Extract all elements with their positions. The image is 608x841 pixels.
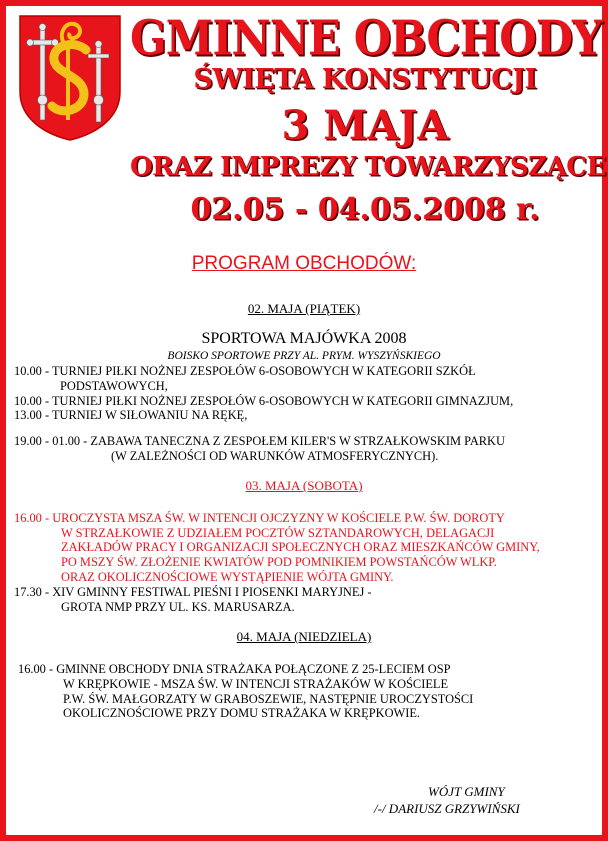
heading-line-2: ŚWIĘTA KONSTYTUCJI: [193, 64, 537, 95]
day3-line: W KRĘPKOWIE - MSZA ŚW. W INTENCJI STRAŻAKÓW W KOŚCIELE: [63, 677, 449, 691]
program-title: PROGRAM OBCHODÓW:: [191, 253, 417, 274]
heading-dates: 02.05 - 04.05.2008 r.: [190, 192, 540, 227]
day3-line: P.W. ŚW. MAŁGORZATY W GRABOSZEWIE, NASTĘPNIE UROCZYSTOŚCI: [63, 692, 474, 706]
signature-title: WÓJT GMINY: [428, 784, 505, 799]
day1-venue: BOISKO SPORTOWE PRZY AL. PRYM. WYSZYŃSKIEGO: [167, 350, 441, 362]
heading-line-4: ORAZ IMPREZY TOWARZYSZĄCE: [130, 152, 606, 182]
day2-heading: 03. MAJA (SOBOTA): [245, 478, 363, 493]
day2-line: ZAKŁADÓW PRACY I ORGANIZACJI SPOŁECZNYCH ORAZ MIESZKAŃCÓW GMINY,: [61, 540, 540, 554]
signature-name: /-/ DARIUSZ GRZYWIŃSKI: [374, 801, 520, 816]
day2-line: 17.30 - XIV GMINNY FESTIWAL PIEŚNI I PIOSENKI MARYJNEJ -: [14, 585, 372, 599]
day1-line: PODSTAWOWYCH,: [60, 379, 168, 393]
day1-line: 19.00 - 01.00 - ZABAWA TANECZNA Z ZESPOŁEM KILER'S W STRZAŁKOWSKIM PARKU: [14, 434, 505, 448]
day1-line: 13.00 - TURNIEJ W SIŁOWANIU NA RĘKĘ,: [14, 408, 248, 422]
heading-line-1: GMINNE OBCHODY: [130, 11, 602, 67]
day3-line: 16.00 - GMINNE OBCHODY DNIA STRAŻAKA POŁĄCZONE Z 25-LECIEM OSP: [18, 662, 451, 676]
day1-line: 10.00 - TURNIEJ PIŁKI NOŻNEJ ZESPOŁÓW 6-OSOBOWYCH W KATEGORII SZKÓŁ: [14, 364, 476, 378]
day2-line: PO MSZY ŚW. ZŁOŻENIE KWIATÓW POD POMNIKIEM POWSTAŃCÓW WLKP.: [61, 555, 497, 569]
day3-heading: 04. MAJA (NIEDZIELA): [236, 629, 372, 644]
day1-event-title: SPORTOWA MAJÓWKA 2008: [201, 330, 407, 347]
day2-line: GROTA NMP PRZY UL. KS. MARUSARZA.: [61, 600, 295, 614]
day2-line: ORAZ OKOLICZNOŚCIOWE WYSTĄPIENIE WÓJTA GMINY.: [61, 570, 394, 584]
day2-line: W STRZAŁKOWIE Z UDZIAŁEM POCZTÓW SZTANDAROWYCH, DELAGACJI: [61, 526, 495, 540]
day1-line: (W ZALEŻNOŚCI OD WARUNKÓW ATMOSFERYCZNYCH).: [111, 449, 439, 463]
day1-line: 10.00 - TURNIEJ PIŁKI NOŻNEJ ZESPOŁÓW 6-OSOBOWYCH W KATEGORII GIMNAZJUM,: [14, 394, 514, 408]
day2-line: 16.00 - UROCZYSTA MSZA ŚW. W INTENCJI OJCZYZNY W KOŚCIELE P.W. ŚW. DOROTY: [14, 511, 505, 525]
coat-of-arms-icon: [18, 14, 122, 142]
heading-line-3: 3 MAJA: [281, 102, 449, 149]
day1-heading: 02. MAJA (PIĄTEK): [247, 301, 361, 316]
day3-line: OKOLICZNOŚCIOWE PRZY DOMU STRAŻAKA W KRĘPKOWIE.: [63, 706, 421, 720]
